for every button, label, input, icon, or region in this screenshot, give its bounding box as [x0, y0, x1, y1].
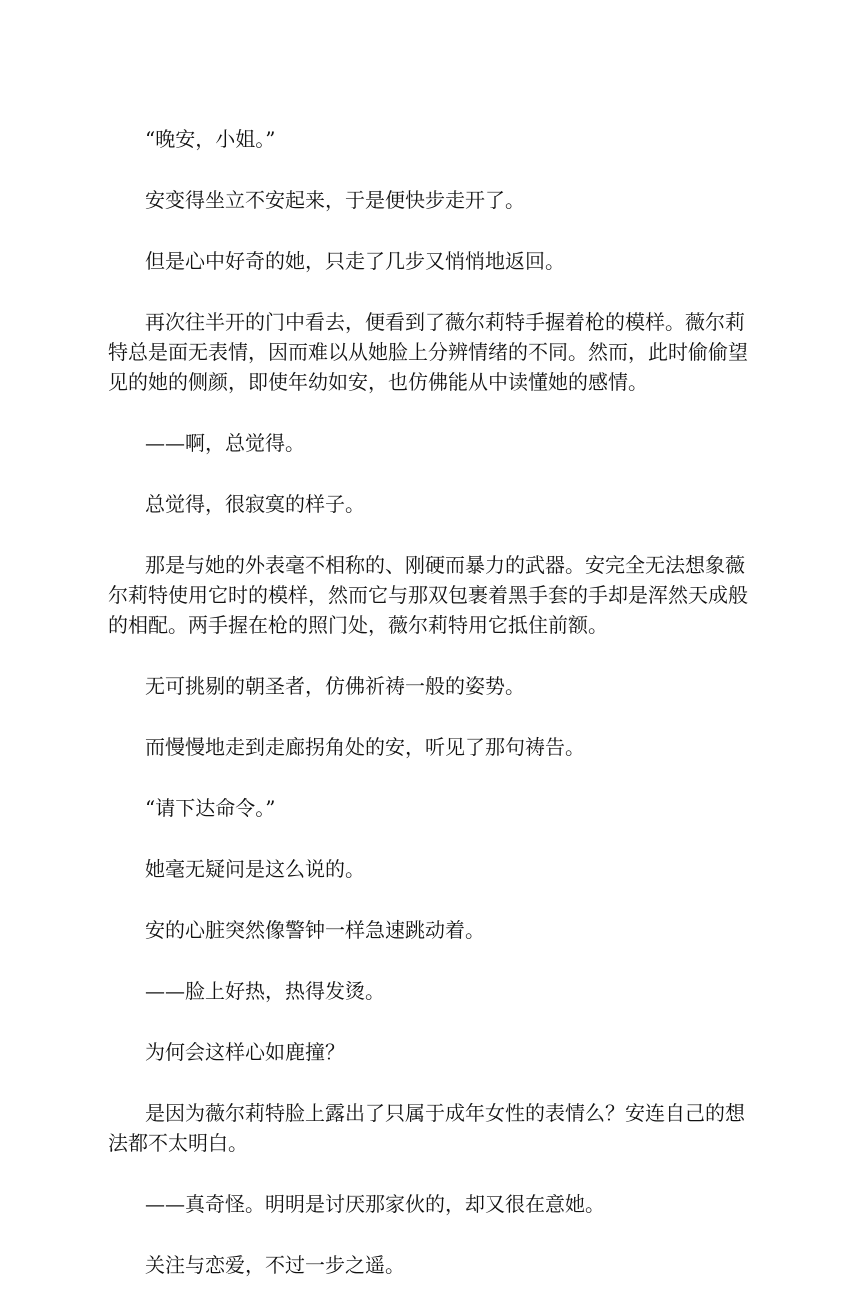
paragraph: 关注与恋爱，不过一步之遥。 — [145, 1253, 405, 1277]
paragraph: 总觉得，很寂寞的样子。 — [145, 492, 365, 516]
paragraph: 她毫无疑问是这么说的。 — [145, 857, 365, 881]
paragraph: 而慢慢地走到走廊拐角处的安，听见了那句祷告。 — [145, 735, 585, 759]
paragraph: “晚安，小姐。” — [145, 127, 276, 151]
paragraph: 安的心脏突然像警钟一样急速跳动着。 — [145, 918, 485, 942]
document-page — [108, 124, 748, 1311]
paragraph: 安变得坐立不安起来，于是便快步走开了。 — [145, 188, 525, 212]
paragraph: 为何会这样心如鹿撞？ — [145, 1040, 345, 1064]
paragraph: 那是与她的外表毫不相称的、刚硬而暴力的武器。安完全无法想象薇尔莉特使用它时的模样，然而它与那双包裹着黑手套的手却是浑然天成般的相配。两手握在枪的照门处，薇尔莉特用它抵住前额。 — [108, 553, 748, 637]
paragraph: 再次往半开的门中看去，便看到了薇尔莉特手握着枪的模样。薇尔莉特总是面无表情，因而难以从她脸上分辨情绪的不同。然而，此时偷偷望见的她的侧颜，即使年幼如安，也仿佛能从中读懂她的感情。 — [108, 310, 748, 394]
paragraph: 无可挑剔的朝圣者，仿佛祈祷一般的姿势。 — [145, 674, 525, 698]
paragraph: 但是心中好奇的她，只走了几步又悄悄地返回。 — [145, 249, 565, 273]
paragraph: ——脸上好热，热得发烫。 — [145, 979, 385, 1003]
paragraph: ——啊，总觉得。 — [145, 431, 305, 455]
paragraph: 是因为薇尔莉特脸上露出了只属于成年女性的表情么？安连自己的想法都不太明白。 — [108, 1101, 745, 1155]
paragraph: “请下达命令。” — [145, 796, 276, 820]
paragraph: ——真奇怪。明明是讨厌那家伙的，却又很在意她。 — [145, 1192, 605, 1216]
